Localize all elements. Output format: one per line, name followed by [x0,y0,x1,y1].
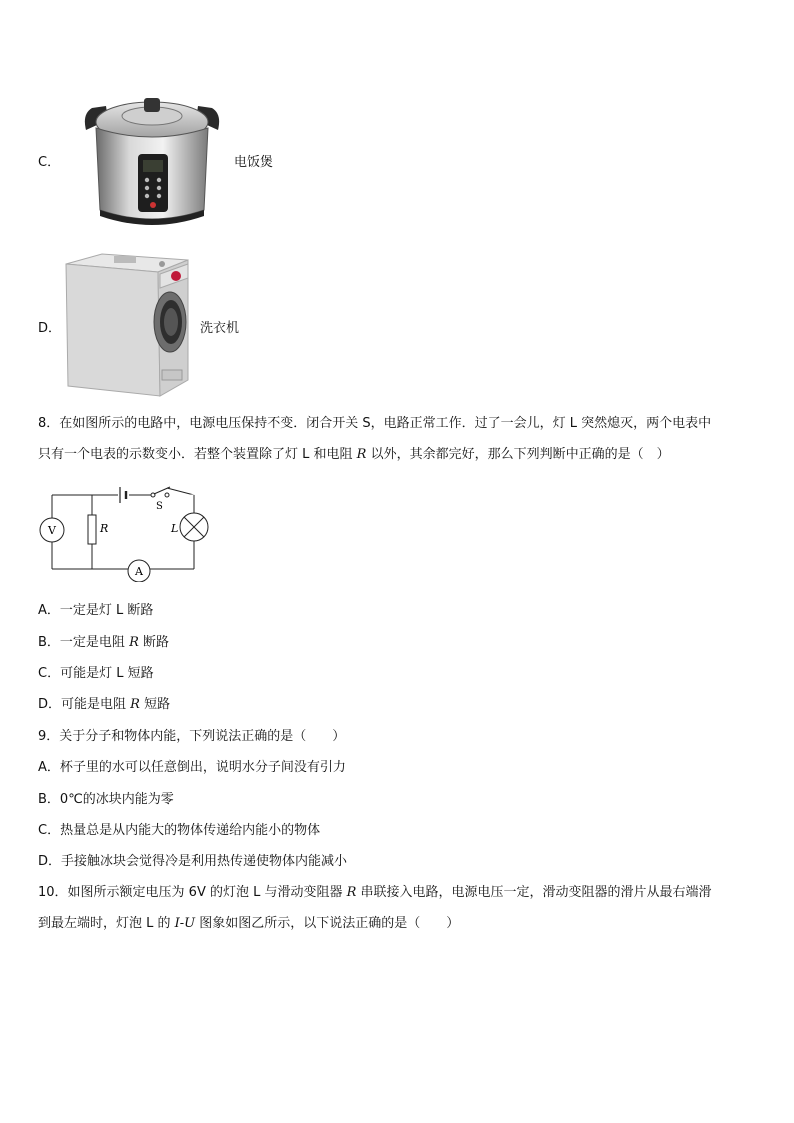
q9-option-c: C．热量总是从内能大的物体传递给内能小的物体 [38,823,321,838]
q9-option-d: D．手接触冰块会觉得冷是利用热传递使物体内能减小 [38,854,348,869]
circuit-diagram [36,482,216,582]
option-c-letter: C． [38,155,61,170]
q10-stem-line2: 到最左端时，灯泡 L 的 I-U 图象如图乙所示，以下说法正确的是（ ） [38,916,460,931]
ammeter-symbol: A [135,565,143,578]
q8-option-d: D．可能是电阻 R 短路 [38,697,171,712]
washing-machine-image [62,250,194,398]
q9-option-b: B．0℃的冰块内能为零 [38,792,174,807]
option-c-label: 电饭煲 [234,155,274,170]
q8-option-c: C．可能是灯 L 短路 [38,666,154,681]
q9-stem: 9．关于分子和物体内能，下列说法正确的是（ ） [38,729,346,744]
q9-option-a: A．杯子里的水可以任意倒出，说明水分子间没有引力 [38,760,346,775]
resistor-label: R [100,522,109,535]
rice-cooker-image [78,84,226,232]
switch-label: S [156,501,163,512]
q8-stem-line2: 只有一个电表的示数变小．若整个装置除了灯 L 和电阻 R 以外，其余都完好，那么下列判断中正确的是（ ） [38,447,670,462]
option-d-label: 洗衣机 [200,321,240,336]
q10-stem-line1: 10．如图所示额定电压为 6V 的灯泡 L 与滑动变阻器 R 串联接入电路，电源电压一定，滑动变阻器的滑片从最右端滑 [38,885,712,900]
q8-stem-line1: 8．在如图所示的电路中，电源电压保持不变．闭合开关 S，电路正常工作．过了一会儿，灯 L 突然熄灭，两个电表中 [38,416,712,431]
option-d-letter: D． [38,321,62,336]
q8-option-a: A．一定是灯 L 断路 [38,603,154,618]
q8-option-b: B．一定是电阻 R 断路 [38,635,169,650]
lamp-label: L [171,522,179,535]
voltmeter-symbol: V [48,524,56,537]
